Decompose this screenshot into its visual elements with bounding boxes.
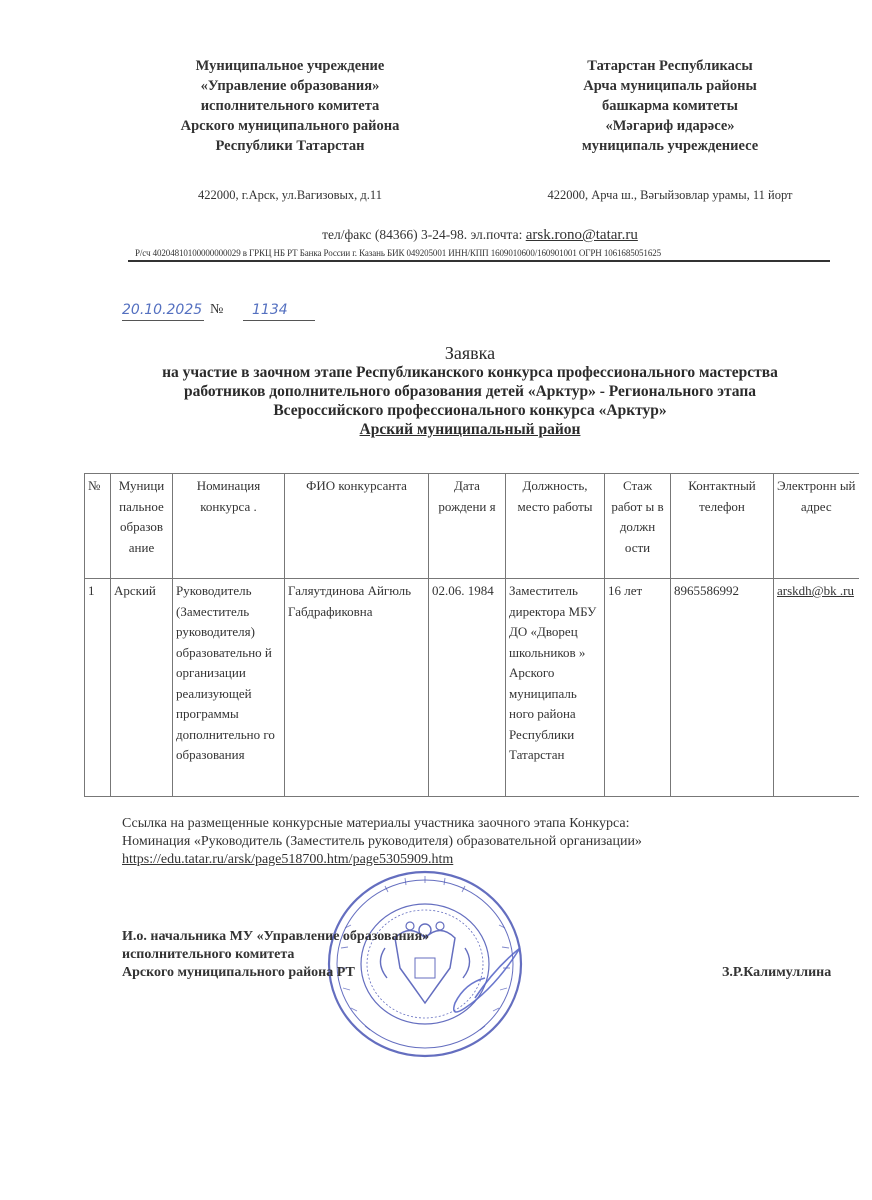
letterhead-right-line: Татарстан Республикасы bbox=[587, 58, 753, 74]
header-municipality: Муници пальное образов ание bbox=[111, 474, 173, 579]
contact-phone-fax: тел/факс (84366) 3-24-98. эл.почта: bbox=[322, 227, 526, 242]
letterhead-right-address: 422000, Арча ш., Вәгыйзовлар урамы, 11 йорт bbox=[547, 188, 793, 202]
contact-line bbox=[120, 227, 840, 244]
letterhead-right-line: башкарма комитеты bbox=[602, 98, 738, 114]
cell-birth-date: 02.06. 1984 bbox=[429, 579, 506, 797]
email-link[interactable]: arskdh@bk .ru bbox=[777, 583, 854, 598]
header-nomination: Номинация конкурса . bbox=[173, 474, 285, 579]
letterhead-left-line: Республики Татарстан bbox=[215, 138, 365, 154]
header-full-name: ФИО конкурсанта bbox=[285, 474, 429, 579]
table-header-row bbox=[85, 474, 859, 579]
number-label: № bbox=[210, 302, 224, 317]
title-district: Арский муниципальный район bbox=[359, 421, 581, 438]
letterhead-left-address: 422000, г.Арск, ул.Вагизовых, д.11 bbox=[198, 188, 382, 202]
registration-number: 1134 bbox=[252, 302, 288, 318]
cell-full-name: Галяутдинова Айгюль Габдрафиковна bbox=[285, 579, 429, 797]
header-birth-date: Дата рождени я bbox=[429, 474, 506, 579]
title-main: Заявка bbox=[444, 343, 496, 363]
cell-number: 1 bbox=[85, 579, 111, 797]
header-position: Должность, место работы bbox=[506, 474, 605, 579]
letterhead-divider bbox=[128, 260, 830, 262]
number-underline bbox=[243, 320, 315, 321]
cell-position: Заместитель директора МБУ ДО «Дворец школьников » Арского муниципаль ного района Республики Татарстан bbox=[506, 579, 605, 797]
header-phone: Контактный телефон bbox=[671, 474, 774, 579]
letterhead-left-line: «Управление образования» bbox=[200, 78, 380, 94]
signatory-line-2: исполнительного комитета bbox=[122, 947, 295, 962]
cell-email bbox=[774, 579, 859, 797]
cell-phone: 8965586992 bbox=[671, 579, 774, 797]
header-experience: Стаж работ ы в должн ости bbox=[605, 474, 671, 579]
application-title bbox=[120, 343, 820, 439]
signatory-line-1: И.о. начальника МУ «Управление образования» bbox=[122, 929, 430, 944]
contact-email-link[interactable]: arsk.rono@tatar.ru bbox=[525, 227, 638, 243]
title-sub-line: работников дополнительного образования детей «Арктур» - Регионального этапа bbox=[183, 383, 757, 400]
materials-line-2: Номинация «Руководитель (Заместитель руководителя) образовательной организации» bbox=[122, 834, 642, 849]
letterhead-left-line: исполнительного комитета bbox=[200, 98, 380, 114]
bank-details: Р/сч 40204810100000000029 в ГРКЦ НБ РТ Банка России г. Казань БИК 049205001 ИНН/КПП 1609010600/160901001 ОГРН 1061685051625 bbox=[135, 248, 662, 258]
materials-url-wrap bbox=[122, 851, 453, 868]
letterhead-left bbox=[150, 56, 430, 156]
materials-line-1: Ссылка на размещенные конкурсные материалы участника заочного этапа Конкурса: bbox=[122, 816, 630, 831]
title-sub-line: Всероссийского профессионального конкурса «Арктур» bbox=[273, 402, 667, 419]
signatory-line-3: Арского муниципального района РТ bbox=[122, 965, 355, 980]
letterhead-right bbox=[520, 56, 820, 156]
date-underline bbox=[122, 320, 204, 321]
application-table bbox=[84, 473, 859, 797]
signatory-name: З.Р.Калимуллина bbox=[722, 965, 832, 980]
cell-experience: 16 лет bbox=[605, 579, 671, 797]
cell-nomination: Руководитель (Заместитель руководителя) образовательно й организации реализующей программы дополнительно го образования bbox=[173, 579, 285, 797]
letterhead-left-line: Арского муниципального района bbox=[180, 118, 400, 134]
letterhead-left-line: Муниципальное учреждение bbox=[195, 58, 385, 74]
table-row bbox=[85, 579, 859, 797]
letterhead-right-line: муниципаль учреждениесе bbox=[581, 138, 759, 154]
cell-municipality: Арский bbox=[111, 579, 173, 797]
title-sub-line: на участие в заочном этапе Республиканского конкурса профессионального мастерства bbox=[162, 364, 778, 381]
header-email: Электронн ый адрес bbox=[774, 474, 859, 579]
header-number: № bbox=[85, 474, 111, 579]
letterhead-right-line: Арча муниципаль районы bbox=[583, 78, 757, 94]
official-stamp-icon bbox=[325, 868, 525, 1068]
materials-url-link[interactable]: https://edu.tatar.ru/arsk/page518700.htm/page5305909.htm bbox=[122, 852, 454, 867]
letterhead-right-line: «Мәгариф идарәсе» bbox=[605, 118, 735, 134]
registration-date: 20.10.2025 bbox=[122, 302, 203, 318]
